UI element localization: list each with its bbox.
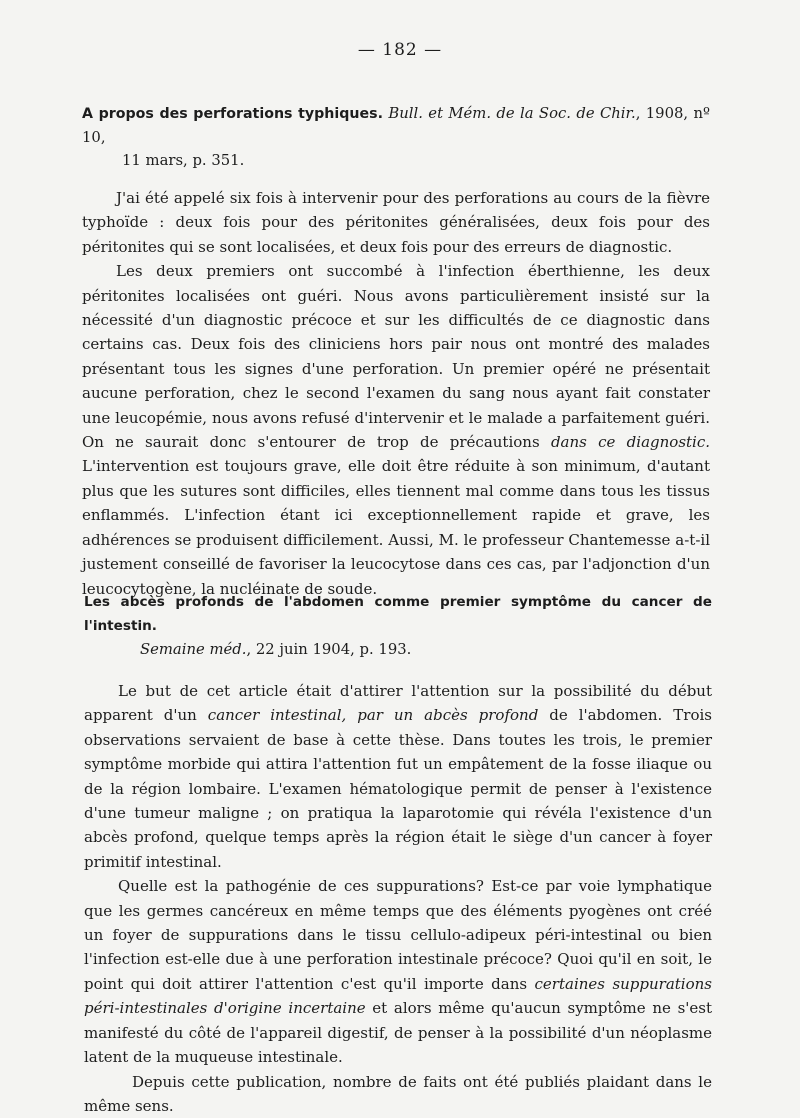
section-body (82, 186, 710, 601)
reference-date: 11 mars, p. 351. (82, 149, 710, 172)
paragraph (84, 874, 712, 1069)
reference-details: , 22 juin 1904, p. 193. (246, 641, 411, 658)
paragraph (84, 679, 712, 874)
paragraph: J'ai été appelé six fois à intervenir pour des perforations au cours de la fièvre typhoïde : deux fois pour des péritonites généralisées, deux fois pour des péritonites qui se sont localisées, et deux fois pour des erreurs de diagnostic. (82, 186, 710, 259)
reference-line (84, 638, 712, 661)
paragraph-text: Le but de cet article était d'attirer l'attention sur la possibilité du début apparent d'un (84, 682, 712, 724)
emphasis-text: certaines suppurations péri-intestinales d'origine incertaine (84, 975, 712, 1017)
reference-journal: Bull. et Mém. de la Soc. de Chir. (388, 105, 635, 122)
paragraph-text: de l'abdomen. Trois observations servaient de base à cette thèse. Dans toutes les trois, le premier symptôme morbide qui attira l'attention fut un empâtement de la fosse iliaque ou de la région lombaire. L'examen hématologique permit de penser à l'existence d'une tumeur maligne ; on pratiqua la laparotomie qui révéla l'existence d'un abcès profond, quelque temps après la région était le siège d'un cancer à foyer primitif intestinal. (84, 706, 712, 870)
section-body (84, 679, 712, 1118)
emphasis-text: dans ce diagnostic. (551, 433, 710, 451)
paragraph-text: et alors même qu'aucun symptôme ne s'est manifesté du côté de l'appareil digestif, de penser à la possibilité d'un néoplasme latent de la muqueuse intestinale. (84, 999, 712, 1066)
section-abces-profonds (84, 590, 712, 1118)
page-number: — 182 — (0, 40, 800, 60)
section-title: A propos des perforations typhiques. (82, 106, 383, 122)
section-title: Les abcès profonds de l'abdomen comme premier symptôme du cancer de l'intestin. (84, 594, 712, 634)
paragraph-text: L'intervention est toujours grave, elle doit être réduite à son minimum, d'autant plus que les sutures sont difficiles, elles tiennent mal comme dans tous les tissus enflammés. L'infection étant ici exceptionnellement rapide et grave, les adhérences se produisent difficilement. Aussi, M. le professeur Chantemesse a-t-il justement conseillé de favoriser la leucocytose dans ces cas, par l'adjonction d'un leucocytogène, la nucléinate de soude. (82, 457, 710, 597)
reference-details: , 1908, nº 10, (82, 105, 710, 146)
paragraph-text: Les deux premiers ont succombé à l'infection éberthienne, les deux péritonites localisées ont guéri. Nous avons particulièrement insisté sur la nécessité d'un diagnostic précoce et sur les difficultés de ce diagnostic dans certains cas. Deux fois des cliniciens hors pair nous ont montré des malades présentant tous les signes d'une perforation. Un premier opéré ne présentait aucune perforation, chez le second l'examen du sang nous ayant fait constater une leucopémie, nous avons refusé d'intervenir et le malade a parfaitement guéri. On ne saurait donc s'entourer de trop de précautions (82, 262, 710, 451)
paragraph: Depuis cette publication, nombre de faits ont été publiés plaidant dans le même sens. (84, 1070, 712, 1118)
section-perforations-typhiques (82, 102, 710, 601)
paragraph-text: Quelle est la pathogénie de ces suppurations? Est-ce par voie lymphatique que les germes cancéreux en même temps que des éléments pyogènes ont créé un foyer de suppurations dans le tissu cellulo-adipeux péri-intestinal ou bien l'infection est-elle due à une perforation intestinale précoce? Quoi qu'il en soit, le point qui doit attirer l'attention c'est qu'il importe dans (84, 877, 712, 993)
section-heading (82, 102, 710, 172)
reference-journal: Semaine méd. (140, 641, 246, 658)
section-heading (84, 590, 712, 661)
paragraph (82, 259, 710, 601)
emphasis-text: cancer intestinal, par un abcès profond (208, 706, 539, 724)
